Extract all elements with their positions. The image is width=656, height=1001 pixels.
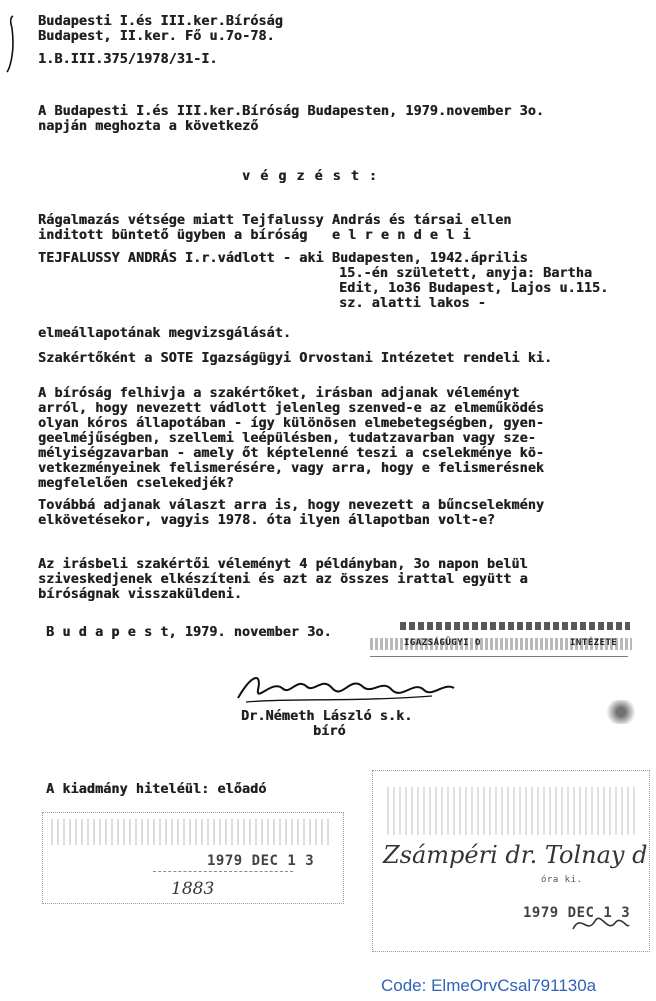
received-date-right: 1979 DEC 1 3 bbox=[523, 905, 631, 921]
paragraph-1-line-1: Rágalmazás vétsége miatt Tejfalussy András és társai ellen bbox=[38, 213, 512, 228]
place-and-date: B u d a p e s t, 1979. november 3o. bbox=[46, 625, 332, 640]
paragraph-4-line-2: sziveskedjenek elkészíteni és azt az összes irattal együtt a bbox=[38, 572, 528, 587]
paragraph-1-line-2: inditott büntető ügyben a bíróság e l r e n d e l i bbox=[38, 228, 471, 243]
paragraph-2-line-3: olyan kóros állapotában - így különösen elmebetegségben, gyen- bbox=[38, 416, 545, 431]
stamp-line-1: IGAZSÁGÜGYI O bbox=[404, 638, 481, 648]
paragraph-2-line-1: A bíróság felhivja a szakértőket, irásban adjanak véleményt bbox=[38, 386, 520, 401]
institute-stamp bbox=[370, 618, 640, 664]
paragraph-2-line-5: mélyiségzavarban - amely őt képtelenné teszi a cselekménye kö- bbox=[38, 446, 545, 461]
case-number: 1.B.III.375/1978/31-I. bbox=[38, 52, 218, 67]
paragraph-2-line-6: vetkezményeinek felismerésére, vagy arra, hogy e felismerésnek bbox=[38, 461, 545, 476]
received-stamp-left bbox=[42, 812, 344, 904]
intro-line-2: napján meghozta a következő bbox=[38, 119, 259, 134]
initials-scribble bbox=[571, 909, 631, 939]
document-code-label: Code: ElmeOrvCsal791130a bbox=[381, 976, 597, 995]
expert-appointment: Szakértőként a SOTE Igazságügyi Orvostani Intézetet rendeli ki. bbox=[38, 351, 553, 366]
judge-name: Dr.Németh László s.k. bbox=[241, 709, 413, 724]
paragraph-2-line-4: geelméjűségben, szellemi leépülésben, tudatzavarban vagy sze- bbox=[38, 431, 536, 446]
paragraph-2-line-2: arról, hogy nevezett vádlott jelenleg szenved-e az elmeműködés bbox=[38, 401, 545, 416]
judge-signature bbox=[232, 668, 472, 710]
handwritten-number: 1883 bbox=[171, 879, 215, 899]
stamp-small-text: óra ki. bbox=[541, 875, 583, 885]
paragraph-4-line-3: bíróságnak visszaküldeni. bbox=[38, 587, 243, 602]
defendant-line-3: Edit, 1o36 Budapest, Lajos u.115. bbox=[339, 281, 609, 296]
paragraph-2-line-7: megfelelően cselekedjék? bbox=[38, 476, 234, 491]
judge-role: bíró bbox=[313, 724, 346, 739]
paragraph-3-line-2: elkövetésekor, vagyis 1978. óta ilyen állapotban volt-e? bbox=[38, 513, 496, 528]
document-title: v é g z é s t : bbox=[242, 169, 378, 184]
paragraph-3-line-1: Továbbá adjanak választ arra is, hogy nevezett a bűncselekmény bbox=[38, 498, 545, 513]
court-address: Budapest, II.ker. Fő u.7o-78. bbox=[38, 29, 275, 44]
received-stamp-right bbox=[372, 770, 650, 952]
seal-smudge bbox=[604, 700, 638, 724]
examination-order: elmeállapotának megvizsgálását. bbox=[38, 326, 292, 341]
defendant-line-4: sz. alatti lakos - bbox=[339, 296, 486, 311]
paragraph-4-line-1: Az irásbeli szakértői véleményt 4 példányban, 3o napon belül bbox=[38, 557, 528, 572]
court-name: Budapesti I.és III.ker.Bíróság bbox=[38, 14, 283, 29]
stamp-line-2: INTÉZETE bbox=[570, 638, 618, 648]
received-date-left: 1979 DEC 1 3 bbox=[207, 853, 315, 869]
defendant-line-1: TEJFALUSSY ANDRÁS I.r.vádlott - aki Budapesten, 1942.április bbox=[38, 251, 528, 266]
defendant-line-2: 15.-én született, anyja: Bartha bbox=[339, 266, 593, 281]
handwritten-name: Zsámpéri dr. Tolnay d bbox=[383, 841, 648, 869]
intro-line-1: A Budapesti I.és III.ker.Bíróság Budapesten, 1979.november 3o. bbox=[38, 104, 545, 119]
margin-bracket-mark bbox=[6, 14, 16, 74]
attestation: A kiadmány hiteléül: előadó bbox=[46, 782, 267, 797]
